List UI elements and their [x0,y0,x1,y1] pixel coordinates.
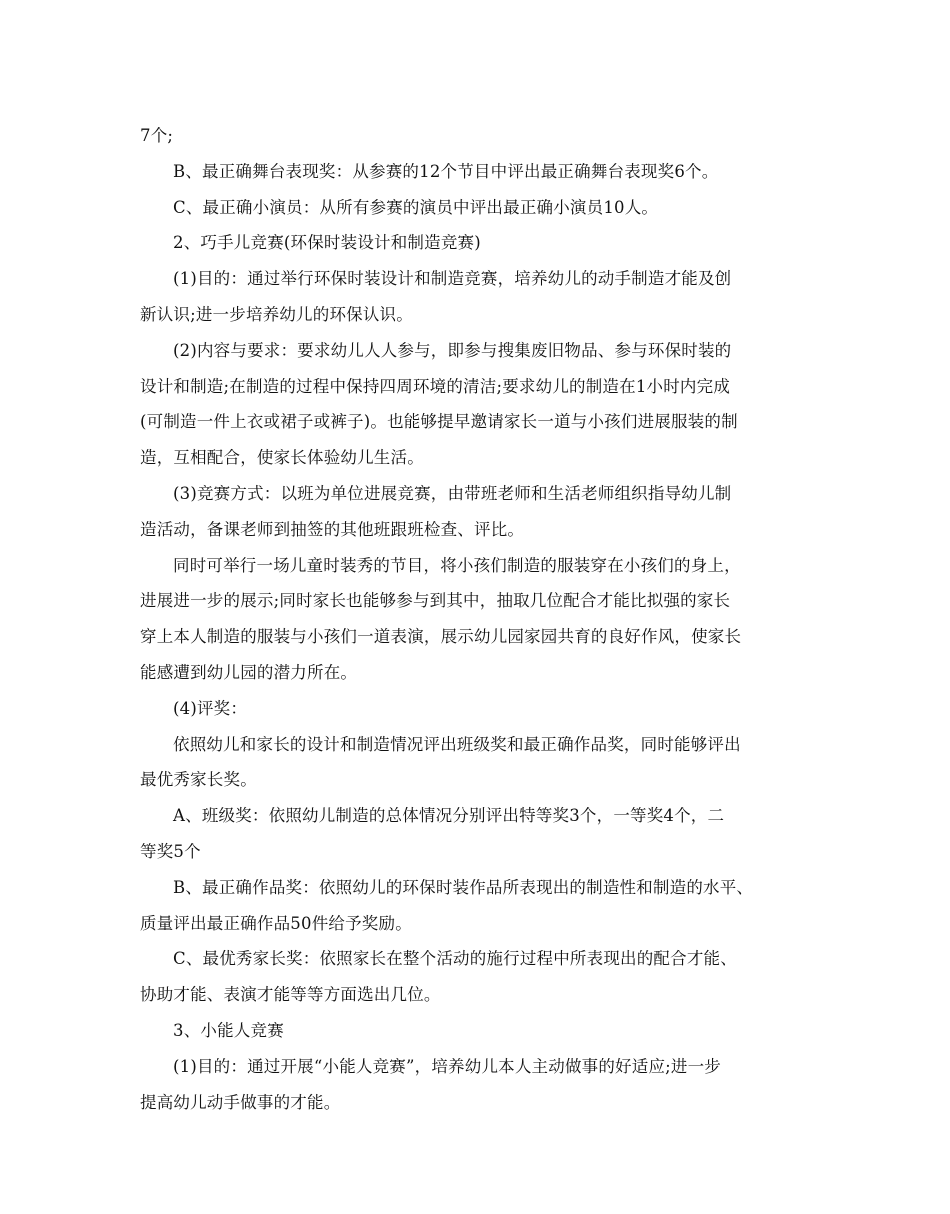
text-line: 最优秀家长奖。 [140,770,257,790]
text-line: (3)竞赛方式：以班为单位进展竞赛，由带班老师和生活老师组织指导幼儿制 [173,483,732,503]
text-line: 设计和制造;在制造的过程中保持四周环境的清洁;要求幼儿的制造在1小时内完成 [140,376,731,396]
text-line: (1)目的：通过举行环保时装设计和制造竞赛，培养幼儿的动手制造才能及创 [173,269,732,289]
text-line: 穿上本人制造的服装与小孩们一道表演，展示幼儿园家园共育的良好作风，使家长 [140,627,742,647]
text-line: (1)目的：通过开展“小能人竞赛”，培养幼儿本人主动做事的好适应;进一步 [173,1056,722,1076]
text-line: 7个; [140,126,174,145]
text-line: 造活动，备课老师到抽签的其他班跟班检查、评比。 [140,519,525,539]
text-line: 提高幼儿动手做事的才能。 [140,1092,341,1112]
text-line: (可制造一件上衣或裙子或裤子)。也能够提早邀请家长一道与小孩们进展服装的制 [140,412,738,432]
text-line: (2)内容与要求：要求幼儿人人参与，即参与搜集废旧物品、参与环保时装的 [173,340,732,360]
text-line: 3、小能人竞赛 [173,1020,284,1040]
text-line: (4)评奖： [173,698,248,718]
text-line: A、班级奖：依照幼儿制造的总体情况分别评出特等奖3个，一等奖4个，二 [173,806,725,826]
text-line: 能感遭到幼儿园的潜力所在。 [140,662,358,682]
text-line: 质量评出最正确作品50件给予奖励。 [140,913,412,933]
text-line: 造，互相配合，使家长体验幼儿生活。 [140,448,424,468]
text-line: 2、巧手儿竞赛(环保时装设计和制造竞赛) [173,233,481,253]
text-line: C、最优秀家长奖：依照家长在整个活动的施行过程中所表现出的配合才能、 [173,949,737,969]
document-body [140,118,820,1120]
text-line: 依照幼儿和家长的设计和制造情况评出班级奖和最正确作品奖，同时能够评出 [173,734,741,754]
text-line: 新认识;进一步培养幼儿的环保认识。 [140,304,413,324]
text-line: C、最正确小演员：从所有参赛的演员中评出最正确小演员10人。 [173,197,659,217]
text-line: B、最正确舞台表现奖：从参赛的12个节目中评出最正确舞台表现奖6个。 [173,161,719,181]
text-line: 协助才能、表演才能等等方面选出几位。 [140,985,441,1005]
text-line: B、最正确作品奖：依照幼儿的环保时装作品所表现出的制造性和制造的水平、 [173,877,754,897]
text-line: 等奖5个 [140,841,201,861]
text-line: 同时可举行一场儿童时装秀的节目，将小孩们制造的服装穿在小孩们的身上， [173,555,741,575]
text-line: 进展进一步的展示;同时家长也能够参与到其中，抽取几位配合才能比拟强的家长 [140,591,731,611]
